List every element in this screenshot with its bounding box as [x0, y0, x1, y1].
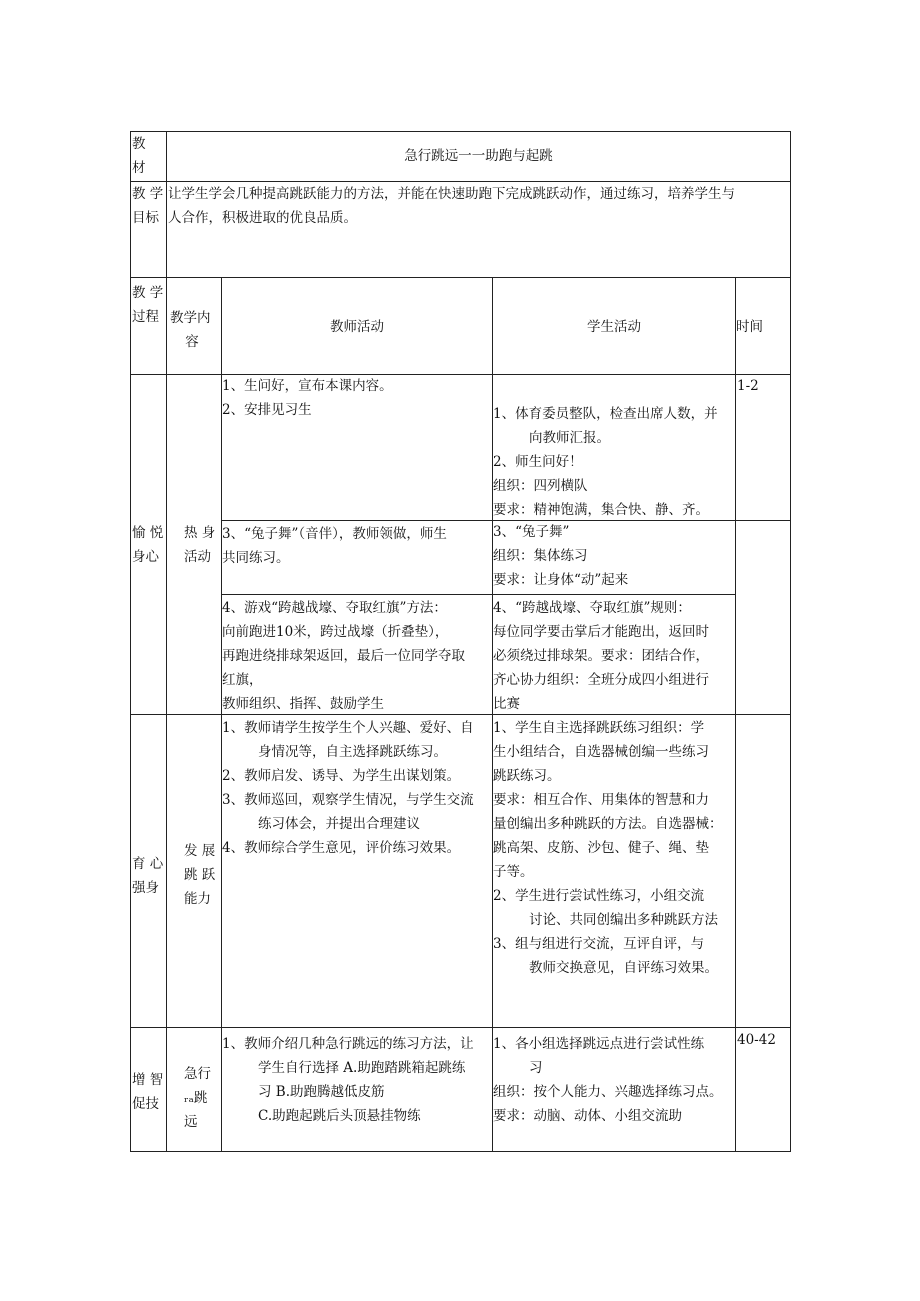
teacher-3: 1、教师介绍几种急行跳远的练习方法，让 学生自行选择 A.助跑踏跳箱起跳练 习 B.助跑腾越低皮筋 C.助跑起跳后头顶悬挂物练: [222, 1036, 474, 1124]
teacher-1-3: 4、游戏“跨越战壕、夺取红旗”方法： 向前跑进10米，跨过战壕（折叠垫）， 再跑进绕排球架返回，最后一位同学夺取 红旗， 教师组织、指挥、鼓励学生: [222, 600, 465, 712]
header-process: 教 学 过程: [132, 285, 164, 325]
lesson-title: 急行跳远一一助跑与起跳: [404, 148, 553, 164]
content-2: 发 展 跳 跃 能力: [184, 843, 216, 907]
student-2: 1、学生自主选择跳跃练习组织：学 生小组结合，自选器械创编一些练习 跳跃练习。 要求：相互合作、用集体的智慧和力 量创编出多种跳跃的方法。自选器械： 跳高架、皮筋、沙包、健子、绳、垫 子等。 2、学生进行尝试性练习，小组交流 讨论、共同创编出多种跳跃方法 3、组与组进行交流，互评自评，与 教师交换意见，自评练习效果。: [493, 720, 723, 976]
goal-text: 让学生学会几种提高跳跃能力的方法，并能在快速助跑下完成跳跃动作，通过练习，培养学生与 人合作，积极进取的优良品质。: [168, 186, 735, 226]
student-1-1: 1、体育委员整队，检查出席人数，并 向教师汇报。 2、师生问好！ 组织：四列横队 要求：精神饱满，集合快、静、齐。: [493, 406, 718, 518]
header-time: 时间: [736, 319, 763, 335]
header-student: 学生活动: [587, 319, 641, 335]
time-3: 40-42: [737, 1032, 776, 1048]
content-3: 急行 ᵣₐ跳 远: [184, 1066, 211, 1130]
stage-2: 育 心 强身: [132, 856, 164, 896]
stage-1: 愉 悦 身心: [132, 525, 164, 565]
header-teacher: 教师活动: [330, 319, 384, 335]
teacher-1-2: 3、“兔子舞”（音伴），教师领做，师生 共同练习。: [222, 526, 447, 566]
material-label: 教 材: [132, 136, 146, 176]
student-1-3: 4、“跨越战壕、夺取红旗”规则： 每位同学要击掌后才能跑出，返回时 必须绕过排球架。要求：团结合作， 齐心协力组织：全班分成四小组进行 比赛: [493, 600, 709, 712]
time-1: 1-2: [737, 378, 759, 394]
teacher-2: 1、教师请学生按学生个人兴趣、爱好、自 身情况等，自主选择跳跃练习。 2、教师启发、诱导、为学生出谋划策。 3、教师巡回，观察学生情况，与学生交流 练习体会，并提出合理建议 4、教师综合学生意见，评价练习效果。: [222, 720, 474, 856]
header-content: 教学内 容: [170, 310, 211, 350]
student-1-2: 3、“兔子舞” 组织：集体练习 要求：让身体“动”起来: [493, 524, 629, 588]
teacher-1-1: 1、生问好，宣布本课内容。 2、安排见习生: [222, 378, 393, 418]
stage-3: 增 智 促技: [132, 1072, 164, 1112]
student-3: 1、各小组选择跳远点进行尝试性练 习 组织：按个人能力、兴趣选择练习点。 要求：动脑、动体、小组交流助: [493, 1036, 723, 1124]
content-1: 热 身 活动: [184, 525, 216, 565]
goal-label: 教 学 目标: [132, 186, 164, 226]
